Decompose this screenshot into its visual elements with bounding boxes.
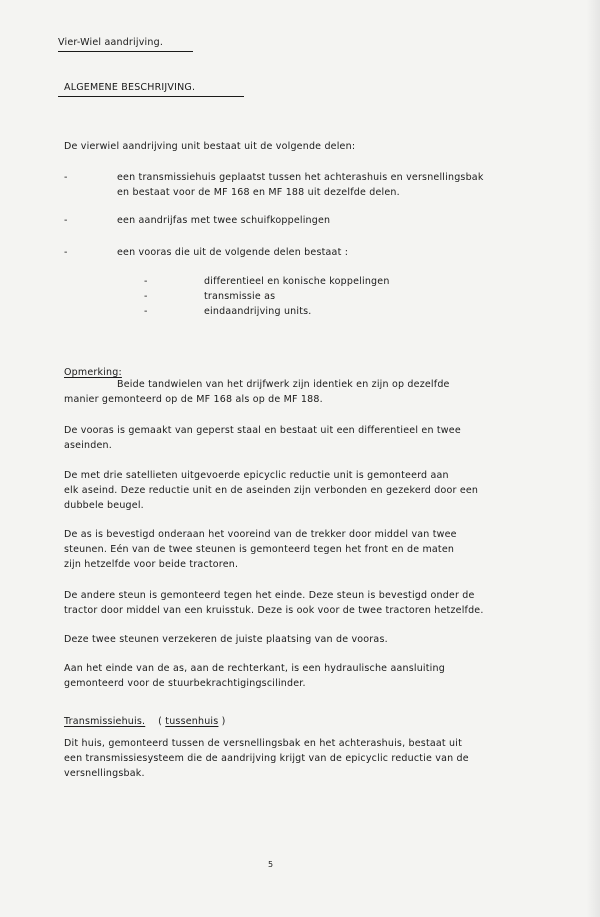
tussenhuis-label: tussenhuis [165,716,219,727]
paragraph-5-line-1: Deze twee steunen verzekeren de juiste plaatsing van de vooras. [64,634,388,645]
subpart-1: differentieel en konische koppelingen [204,276,390,287]
paragraph-3-line-3: zijn hetzelfde voor beide tractoren. [64,559,239,570]
paragraph-2-line-2: elk aseind. Deze reductie unit en de aseinden zijn verbonden en gezekerd door een [64,485,479,496]
subpart-3: eindaandrijving units. [204,306,312,317]
intro-text: De vierwiel aandrijving unit bestaat uit de volgende delen: [64,141,356,152]
paragraph-1-line-2: aseinden. [64,440,112,451]
opmerking-line-1: Beide tandwielen van het drijfwerk zijn identiek en zijn op dezelfde [117,379,450,390]
bullet-dash: - [64,247,68,258]
bullet-dash: - [144,291,148,302]
bullet-dash: - [64,215,68,226]
part-1-line-2: en bestaat voor de MF 168 en MF 188 uit dezelfde delen. [117,187,400,198]
paragraph-3-line-1: De as is bevestigd onderaan het vooreind van de trekker door middel van twee [64,529,457,540]
part-3-line-1: een vooras die uit de volgende delen bestaat : [117,247,349,258]
paren-close: ) [221,716,226,727]
transmissiehuis-heading [64,716,226,728]
subpart-2: transmissie as [204,291,276,302]
document-subtitle: ALGEMENE BESCHRIJVING. [64,82,196,93]
subtitle-underline [58,96,244,97]
bullet-dash: - [144,276,148,287]
transmissiehuis-line-2: een transmissiesysteem die de aandrijving krijgt van de epicyclic reductie van de [64,753,469,764]
opmerking-line-2: manier gemonteerd op de MF 168 als op de MF 188. [64,394,323,405]
bullet-dash: - [64,172,68,183]
page-number: 5 [268,860,274,869]
opmerking-label: Opmerking: [64,367,122,378]
transmissiehuis-label: Transmissiehuis. [64,716,146,727]
page-edge-shade [586,0,600,917]
paragraph-1-line-1: De vooras is gemaakt van geperst staal en bestaat uit een differentieel en twee [64,425,461,436]
paragraph-2-line-3: dubbele beugel. [64,500,144,511]
paragraph-2-line-1: De met drie satellieten uitgevoerde epicyclic reductie unit is gemonteerd aan [64,470,449,481]
transmissiehuis-line-3: versnellingsbak. [64,768,145,779]
paren-open: ( [158,716,163,727]
paragraph-3-line-2: steunen. Eén van de twee steunen is gemonteerd tegen het front en de maten [64,544,455,555]
transmissiehuis-line-1: Dit huis, gemonteerd tussen de versnellingsbak en het achterashuis, bestaat uit [64,738,463,749]
paragraph-6-line-1: Aan het einde van de as, aan de rechterkant, is een hydraulische aansluiting [64,663,445,674]
document-title: Vier-Wiel aandrijving. [58,37,164,48]
paragraph-4-line-2: tractor door middel van een kruisstuk. Deze is ook voor de twee tractoren hetzelfde. [64,605,484,616]
paragraph-6-line-2: gemonteerd voor de stuurbekrachtigingscilinder. [64,678,306,689]
part-1-line-1: een transmissiehuis geplaatst tussen het achterashuis en versnellingsbak [117,172,484,183]
bullet-dash: - [144,306,148,317]
part-2-line-1: een aandrijfas met twee schuifkoppelingen [117,215,331,226]
title-underline [58,51,193,52]
paragraph-4-line-1: De andere steun is gemonteerd tegen het einde. Deze steun is bevestigd onder de [64,590,475,601]
